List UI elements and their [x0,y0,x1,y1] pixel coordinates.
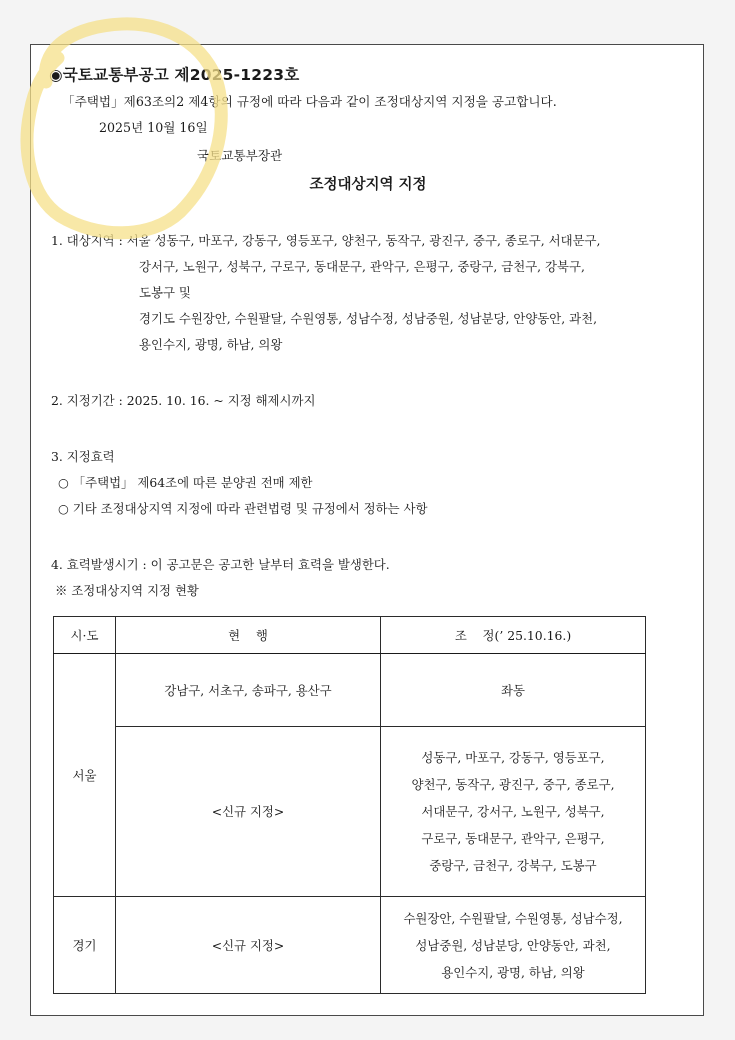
table-row [54,654,646,727]
list-item: 성동구, 마포구, 강동구, 영등포구, [421,750,605,765]
intro-text: 「주택법」제63조의2 제4항의 규정에 따라 다음과 같이 조정대상지역 지정을 공고합니다. [62,94,557,109]
status-note: ※ 조정대상지역 지정 현황 [55,583,199,598]
section4-effective: 4. 효력발생시기 : 이 공고문은 공고한 날부터 효력을 발생한다. [51,557,390,572]
table-row [54,897,646,994]
notice-document [30,44,704,1016]
list-item: 성남중원, 성남분당, 안양동안, 과천, [415,937,611,953]
section1-line: 용인수지, 광명, 하남, 의왕 [139,337,283,352]
seoul-current-existing: 강남구, 서초구, 송파구, 용산구 [116,654,381,727]
document-title: 조정대상지역 지정 [309,177,427,193]
region-gyeonggi: 경기 [54,897,116,994]
header-region: 시·도 [54,617,116,654]
section3-item: ○ 기타 조정대상지역 지정에 따라 관련법령 및 규정에서 정하는 사항 [58,501,428,516]
seoul-adjusted-same: 좌동 [381,654,646,727]
list-item: 양천구, 동작구, 광진구, 중구, 종로구, [411,777,615,792]
issuer: 국토교통부장관 [197,148,283,163]
list-item: 서대문구, 강서구, 노원구, 성북구, [421,804,605,819]
list-item: 중랑구, 금천구, 강북구, 도봉구 [429,858,597,873]
list-item: 구로구, 동대문구, 관악구, 은평구, [421,831,605,846]
table-header-row [54,617,646,654]
seoul-adjusted-list [381,727,646,897]
table-row [54,727,646,897]
gyeonggi-adjusted-list [381,897,646,994]
header-adjusted: 조 정(’ 25.10.16.) [381,617,646,654]
list-item: 용인수지, 광명, 하남, 의왕 [441,964,585,980]
list-item: 수원장안, 수원팔달, 수원영통, 성남수정, [403,910,623,926]
gyeonggi-current-new: <신규 지정> [116,897,381,994]
section1-line: 도봉구 및 [139,285,191,300]
section3-item: ○ 「주택법」 제64조에 따른 분양권 전매 제한 [58,475,313,490]
region-seoul: 서울 [54,654,116,897]
section1-line: 1. 대상지역 : 서울 성동구, 마포구, 강동구, 영등포구, 양천구, 동작구, 광진구, 중구, 종로구, 서대문구, [51,233,601,248]
notice-date: 2025년 10월 16일 [99,120,208,135]
notice-number: ◉국토교통부공고 제2025-1223호 [49,66,300,84]
designation-table [53,616,646,994]
seoul-current-new: <신규 지정> [116,727,381,897]
header-current: 현 행 [116,617,381,654]
section2-period: 2. 지정기간 : 2025. 10. 16. ~ 지정 해제시까지 [51,393,316,408]
section3-heading: 3. 지정효력 [51,449,115,464]
section1-line: 경기도 수원장안, 수원팔달, 수원영통, 성남수정, 성남중원, 성남분당, 안양동안, 과천, [139,311,598,326]
section1-line: 강서구, 노원구, 성북구, 구로구, 동대문구, 관악구, 은평구, 중랑구, 금천구, 강북구, [139,259,585,274]
